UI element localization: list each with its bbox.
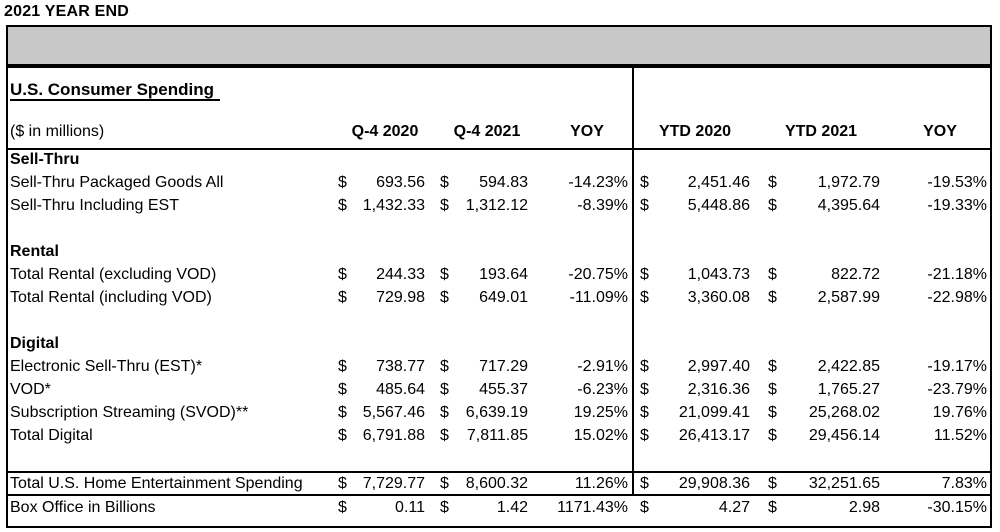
- currency-symbol: $: [640, 358, 649, 375]
- cell-ytd-2020: 29,908.36: [678, 475, 750, 492]
- cell-yoy-q4: -2.91%: [577, 358, 628, 375]
- cell-q4-2020: 729.98: [376, 289, 425, 306]
- cell-yoy-q4: 1171.43%: [557, 499, 628, 516]
- cell-ytd-2021: 25,268.02: [808, 404, 880, 421]
- currency-symbol: $: [338, 427, 347, 444]
- currency-symbol: $: [768, 381, 777, 398]
- cell-q4-2021: 8,600.32: [465, 475, 528, 492]
- row-label: VOD*: [10, 381, 51, 398]
- cell-q4-2020: 7,729.77: [362, 475, 425, 492]
- section-title: U.S. Consumer Spending: [10, 80, 220, 101]
- cell-yoy-ytd: -30.15%: [927, 499, 987, 516]
- currency-symbol: $: [768, 475, 777, 492]
- row-label: Sell-Thru Packaged Goods All: [10, 174, 224, 191]
- cell-q4-2020: 1,432.33: [362, 197, 425, 214]
- cell-yoy-ytd: -22.98%: [927, 289, 987, 306]
- document-title: 2021 YEAR END: [4, 3, 130, 20]
- cell-q4-2021: 594.83: [479, 174, 528, 191]
- col-header-q4-2020: Q-4 2020: [351, 123, 419, 140]
- col-header-yoy-ytd: YOY: [923, 123, 957, 140]
- row-label: Total Rental (excluding VOD): [10, 266, 217, 283]
- group-label-digital: Digital: [10, 335, 59, 352]
- currency-symbol: $: [768, 197, 777, 214]
- currency-symbol: $: [338, 475, 347, 492]
- cell-yoy-ytd: 7.83%: [941, 475, 987, 492]
- currency-symbol: $: [338, 499, 347, 516]
- currency-symbol: $: [768, 266, 777, 283]
- cell-ytd-2021: 29,456.14: [808, 427, 880, 444]
- currency-symbol: $: [338, 358, 347, 375]
- currency-symbol: $: [440, 381, 449, 398]
- cell-q4-2020: 693.56: [376, 174, 425, 191]
- row-label: Subscription Streaming (SVOD)**: [10, 404, 249, 421]
- cell-q4-2021: 1.42: [496, 499, 528, 516]
- currency-symbol: $: [640, 404, 649, 421]
- row-label: Total Digital: [10, 427, 93, 444]
- currency-symbol: $: [768, 404, 777, 421]
- cell-q4-2021: 193.64: [479, 266, 528, 283]
- cell-yoy-ytd: -19.17%: [927, 358, 987, 375]
- cell-q4-2021: 1,312.12: [465, 197, 528, 214]
- cell-yoy-q4: 11.26%: [574, 475, 628, 492]
- currency-symbol: $: [440, 266, 449, 283]
- currency-symbol: $: [338, 404, 347, 421]
- cell-ytd-2020: 2,451.46: [687, 174, 750, 191]
- currency-symbol: $: [338, 174, 347, 191]
- cell-ytd-2021: 2.98: [848, 499, 880, 516]
- currency-symbol: $: [640, 499, 649, 516]
- currency-symbol: $: [440, 404, 449, 421]
- cell-yoy-q4: -14.23%: [568, 174, 628, 191]
- totals-divider: [6, 471, 992, 473]
- currency-symbol: $: [338, 197, 347, 214]
- cell-yoy-ytd: -21.18%: [927, 266, 987, 283]
- row-label: Total U.S. Home Entertainment Spending: [10, 475, 303, 492]
- cell-ytd-2021: 32,251.65: [808, 475, 880, 492]
- currency-symbol: $: [768, 174, 777, 191]
- cell-q4-2021: 7,811.85: [466, 427, 528, 444]
- currency-symbol: $: [640, 197, 649, 214]
- col-header-q4-2021: Q-4 2021: [453, 123, 521, 140]
- cell-ytd-2021: 2,587.99: [817, 289, 880, 306]
- header-band: [6, 25, 992, 66]
- currency-symbol: $: [768, 427, 777, 444]
- cell-yoy-ytd: 11.52%: [933, 427, 987, 444]
- cell-q4-2021: 649.01: [479, 289, 528, 306]
- cell-ytd-2021: 1,765.27: [817, 381, 880, 398]
- row-label: Box Office in Billions: [10, 499, 156, 516]
- cell-yoy-q4: -6.23%: [577, 381, 628, 398]
- cell-ytd-2020: 5,448.86: [687, 197, 750, 214]
- cell-yoy-q4: -11.09%: [569, 289, 628, 306]
- cell-yoy-q4: 19.25%: [573, 404, 628, 421]
- row-label: Sell-Thru Including EST: [10, 197, 179, 214]
- cell-yoy-ytd: -19.33%: [927, 197, 987, 214]
- cell-yoy-q4: 15.02%: [573, 427, 628, 444]
- cell-q4-2020: 485.64: [376, 381, 425, 398]
- cell-ytd-2020: 4.27: [718, 499, 750, 516]
- cell-q4-2021: 6,639.19: [465, 404, 528, 421]
- cell-ytd-2021: 1,972.79: [817, 174, 880, 191]
- cell-ytd-2020: 2,997.40: [687, 358, 750, 375]
- row-label: Electronic Sell-Thru (EST)*: [10, 358, 203, 375]
- currency-symbol: $: [440, 499, 449, 516]
- col-header-ytd-2020: YTD 2020: [658, 123, 732, 140]
- cell-ytd-2020: 1,043.73: [687, 266, 750, 283]
- currency-symbol: $: [640, 174, 649, 191]
- currency-symbol: $: [768, 358, 777, 375]
- cell-q4-2020: 244.33: [376, 266, 425, 283]
- currency-symbol: $: [640, 266, 649, 283]
- currency-symbol: $: [440, 197, 449, 214]
- unit-label: ($ in millions): [10, 123, 105, 140]
- cell-yoy-q4: -20.75%: [568, 266, 628, 283]
- cell-ytd-2021: 822.72: [831, 266, 880, 283]
- group-label-rental: Rental: [10, 243, 59, 260]
- cell-ytd-2021: 4,395.64: [817, 197, 880, 214]
- currency-symbol: $: [640, 427, 649, 444]
- cell-ytd-2020: 2,316.36: [687, 381, 750, 398]
- cell-ytd-2021: 2,422.85: [817, 358, 880, 375]
- currency-symbol: $: [768, 289, 777, 306]
- cell-q4-2020: 5,567.46: [362, 404, 425, 421]
- cell-ytd-2020: 3,360.08: [687, 289, 750, 306]
- cell-q4-2021: 717.29: [479, 358, 528, 375]
- currency-symbol: $: [640, 381, 649, 398]
- cell-q4-2020: 0.11: [395, 499, 425, 516]
- currency-symbol: $: [440, 475, 449, 492]
- currency-symbol: $: [338, 381, 347, 398]
- group-label-sell-thru: Sell-Thru: [10, 151, 80, 168]
- box-office-divider: [6, 494, 992, 496]
- cell-yoy-ytd: 19.76%: [932, 404, 987, 421]
- currency-symbol: $: [338, 266, 347, 283]
- cell-q4-2020: 738.77: [376, 358, 425, 375]
- currency-symbol: $: [768, 499, 777, 516]
- col-header-yoy-q4: YOY: [570, 123, 604, 140]
- cell-yoy-ytd: -19.53%: [927, 174, 987, 191]
- col-header-ytd-2021: YTD 2021: [784, 123, 858, 140]
- row-label: Total Rental (including VOD): [10, 289, 212, 306]
- currency-symbol: $: [440, 358, 449, 375]
- cell-ytd-2020: 26,413.17: [678, 427, 750, 444]
- currency-symbol: $: [440, 289, 449, 306]
- column-divider: [632, 66, 634, 494]
- currency-symbol: $: [640, 289, 649, 306]
- cell-yoy-q4: -8.39%: [577, 197, 628, 214]
- cell-yoy-ytd: -23.79%: [927, 381, 987, 398]
- currency-symbol: $: [440, 174, 449, 191]
- cell-ytd-2020: 21,099.41: [678, 404, 750, 421]
- currency-symbol: $: [640, 475, 649, 492]
- header-divider: [6, 148, 992, 150]
- currency-symbol: $: [338, 289, 347, 306]
- currency-symbol: $: [440, 427, 449, 444]
- cell-q4-2020: 6,791.88: [362, 427, 425, 444]
- cell-q4-2021: 455.37: [479, 381, 528, 398]
